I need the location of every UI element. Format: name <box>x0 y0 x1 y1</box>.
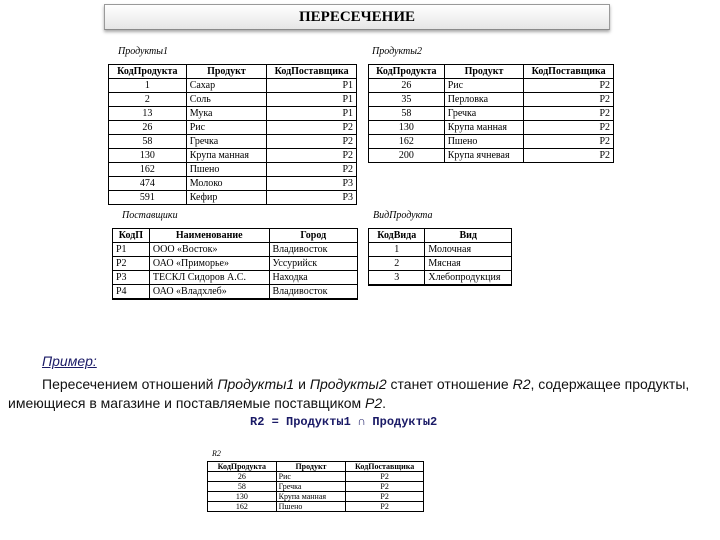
table-cell: Владивосток <box>269 243 358 257</box>
table-row <box>109 121 357 135</box>
table-header-row <box>208 462 424 472</box>
table-row <box>113 271 358 285</box>
table-cell: P3 <box>113 271 150 285</box>
products1-label: Продукты1 <box>118 46 168 57</box>
table-cell: Гречка <box>444 107 524 121</box>
table-row <box>208 492 424 502</box>
suppliers-table <box>112 228 358 300</box>
table-cell: P2 <box>524 79 614 93</box>
table-cell: 1 <box>369 243 425 257</box>
table-cell: P2 <box>524 121 614 135</box>
table-cell: P3 <box>267 191 357 205</box>
table-cell: 3 <box>369 271 425 286</box>
table-cell: 26 <box>208 472 277 482</box>
table-cell: 58 <box>369 107 445 121</box>
products2-table <box>368 64 614 163</box>
table-cell: Кефир <box>186 191 267 205</box>
example-text: станет отношение <box>386 376 513 392</box>
table-row <box>369 121 614 135</box>
table-cell: Гречка <box>276 482 346 492</box>
table-cell: P2 <box>346 492 424 502</box>
table-cell: P2 <box>524 135 614 149</box>
table-row <box>109 135 357 149</box>
example-text: Пересечением отношений <box>42 376 218 392</box>
table-cell: 13 <box>109 107 187 121</box>
table-cell: Хлебопродукция <box>425 271 512 286</box>
table-row <box>113 285 358 300</box>
col-header: КодВида <box>369 229 425 243</box>
table-header-row <box>369 65 614 79</box>
table-header-row <box>369 229 512 243</box>
table-cell: Крупа манная <box>444 121 524 135</box>
table-cell: Рис <box>444 79 524 93</box>
table-cell: P1 <box>267 107 357 121</box>
table-cell: 26 <box>109 121 187 135</box>
table-cell: P2 <box>113 257 150 271</box>
col-header: Продукт <box>444 65 524 79</box>
relation-name: Продукты2 <box>309 376 387 392</box>
table-cell: P1 <box>267 79 357 93</box>
table-row <box>369 271 512 286</box>
col-header: Город <box>269 229 358 243</box>
table-cell: 130 <box>369 121 445 135</box>
table-row <box>208 502 424 512</box>
table-cell: 200 <box>369 149 445 163</box>
table-cell: 58 <box>109 135 187 149</box>
table-cell: P2 <box>267 163 357 177</box>
table-cell: Владивосток <box>269 285 358 300</box>
table-cell: 2 <box>369 257 425 271</box>
table-row <box>109 163 357 177</box>
supplier-code: P2 <box>365 395 383 411</box>
table-cell: ОАО «Владхлеб» <box>149 285 269 300</box>
table-cell: 162 <box>109 163 187 177</box>
table-cell: Крупа ячневая <box>444 149 524 163</box>
table-cell: 130 <box>208 492 277 502</box>
col-header: КодПродукта <box>369 65 445 79</box>
table-cell: 130 <box>109 149 187 163</box>
table-cell: Соль <box>186 93 267 107</box>
example-text: . <box>382 395 387 411</box>
table-cell: P3 <box>267 177 357 191</box>
table-row <box>369 243 512 257</box>
table-row <box>369 257 512 271</box>
product-types-label: ВидПродукта <box>373 210 433 221</box>
table-row <box>109 79 357 93</box>
table-row <box>113 243 358 257</box>
table-row <box>208 482 424 492</box>
table-row <box>208 472 424 482</box>
table-cell: Молочная <box>425 243 512 257</box>
table-cell: P2 <box>267 149 357 163</box>
table-cell: Пшено <box>276 502 346 512</box>
table-cell: Перловка <box>444 93 524 107</box>
table-cell: Мука <box>186 107 267 121</box>
col-header: КодПродукта <box>109 65 187 79</box>
table-cell: 591 <box>109 191 187 205</box>
table-cell: Пшено <box>186 163 267 177</box>
table-cell: Крупа манная <box>276 492 346 502</box>
table-header-row <box>113 229 358 243</box>
table-row <box>109 191 357 205</box>
example-text: и <box>294 376 310 392</box>
table-cell: 2 <box>109 93 187 107</box>
table-row <box>369 135 614 149</box>
table-cell: P4 <box>113 285 150 300</box>
table-cell: Мясная <box>425 257 512 271</box>
page-title: ПЕРЕСЕЧЕНИЕ <box>104 4 610 30</box>
example-text: , содержащее продукты, имеющиеся в магазине и поставляемые поставщиком <box>8 376 690 411</box>
table-cell: P1 <box>267 93 357 107</box>
product-types-table <box>368 228 512 286</box>
table-row <box>109 149 357 163</box>
table-cell: P2 <box>346 482 424 492</box>
products1-table <box>108 64 357 205</box>
table-row <box>369 107 614 121</box>
col-header: Продукт <box>276 462 346 472</box>
table-row <box>369 149 614 163</box>
table-cell: Гречка <box>186 135 267 149</box>
table-row <box>113 257 358 271</box>
table-cell: P2 <box>267 121 357 135</box>
table-cell: ТЕСКЛ Сидоров А.С. <box>149 271 269 285</box>
table-header-row <box>109 65 357 79</box>
col-header: КодПродукта <box>208 462 277 472</box>
table-cell: Рис <box>186 121 267 135</box>
col-header: КодПоставщика <box>524 65 614 79</box>
table-cell: Находка <box>269 271 358 285</box>
table-row <box>369 79 614 93</box>
table-cell: P1 <box>113 243 150 257</box>
table-cell: 35 <box>369 93 445 107</box>
table-cell: Крупа манная <box>186 149 267 163</box>
table-row <box>109 93 357 107</box>
table-cell: P2 <box>524 149 614 163</box>
table-cell: 58 <box>208 482 277 492</box>
table-cell: Сахар <box>186 79 267 93</box>
table-cell: P2 <box>524 93 614 107</box>
table-row <box>369 93 614 107</box>
table-cell: 26 <box>369 79 445 93</box>
suppliers-label: Поставщики <box>122 210 178 221</box>
example-label: Пример: <box>42 353 97 369</box>
table-cell: Пшено <box>444 135 524 149</box>
table-cell: P2 <box>524 107 614 121</box>
table-cell: 1 <box>109 79 187 93</box>
table-cell: Рис <box>276 472 346 482</box>
col-header: КодП <box>113 229 150 243</box>
table-row <box>109 177 357 191</box>
table-cell: Уссурийск <box>269 257 358 271</box>
col-header: Наименование <box>149 229 269 243</box>
relation-name: Продукты1 <box>217 376 295 392</box>
products2-label: Продукты2 <box>372 46 422 57</box>
table-cell: P2 <box>346 472 424 482</box>
table-cell: 162 <box>369 135 445 149</box>
r2-label: R2 <box>212 449 221 458</box>
col-header: КодПоставщика <box>267 65 357 79</box>
table-cell: 162 <box>208 502 277 512</box>
r2-table <box>207 461 424 512</box>
col-header: КодПоставщика <box>346 462 424 472</box>
col-header: Продукт <box>186 65 267 79</box>
formula: R2 = Продукты1 ∩ Продукты2 <box>250 415 438 429</box>
table-cell: P2 <box>267 135 357 149</box>
relation-name: R2 <box>512 376 531 392</box>
table-cell: ОАО «Приморье» <box>149 257 269 271</box>
table-cell: P2 <box>346 502 424 512</box>
table-cell: Молоко <box>186 177 267 191</box>
example-paragraph <box>8 375 714 413</box>
table-cell: 474 <box>109 177 187 191</box>
table-row <box>109 107 357 121</box>
col-header: Вид <box>425 229 512 243</box>
table-cell: ООО «Восток» <box>149 243 269 257</box>
